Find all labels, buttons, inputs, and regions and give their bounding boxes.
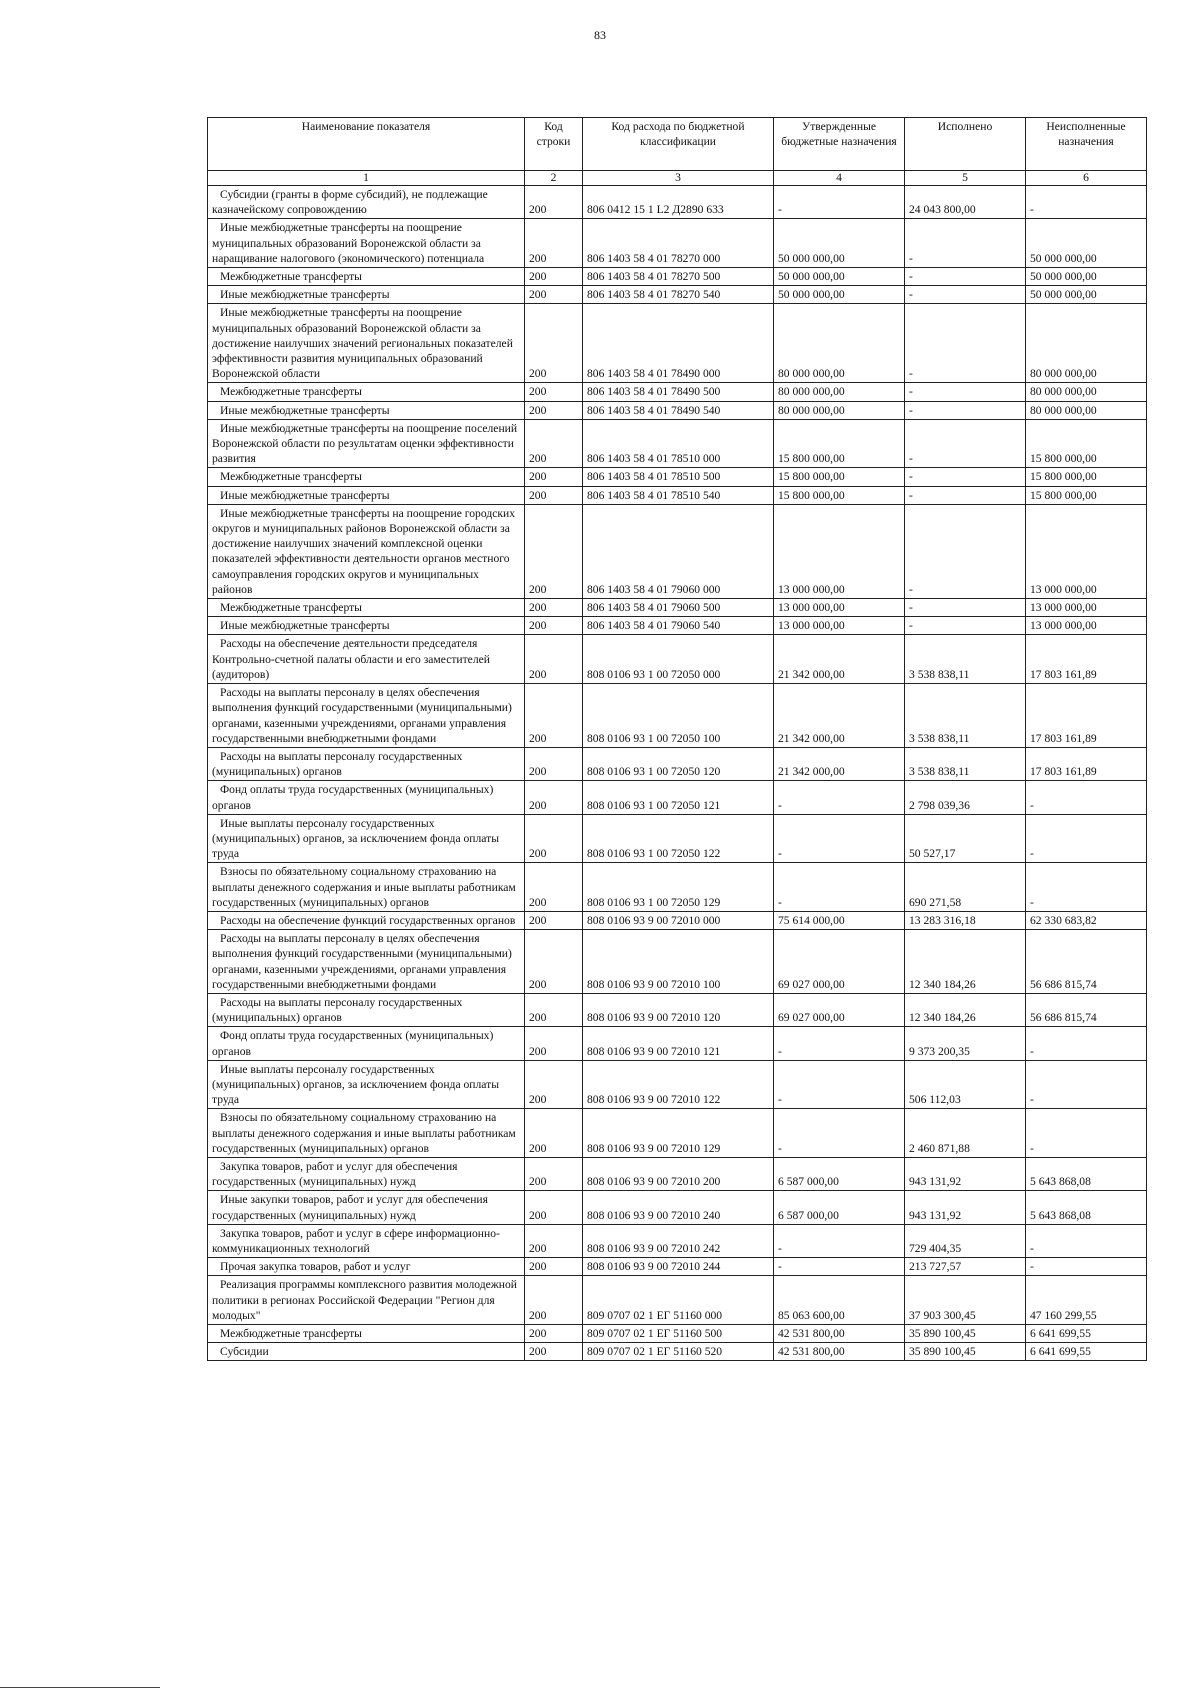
row-executed: - — [905, 617, 1026, 635]
row-indicator-name — [208, 599, 525, 617]
table-row — [208, 419, 1147, 468]
row-remaining: - — [1026, 1027, 1147, 1060]
row-indicator-text: Взносы по обязательному социальному страхованию на выплаты денежного содержания и иные выплаты работникам государственных (муниципальных) органов — [212, 865, 516, 909]
row-indicator-name — [208, 911, 525, 929]
row-executed: 729 404,35 — [905, 1224, 1026, 1257]
row-indicator-text: Фонд оплаты труда государственных (муниципальных) органов — [212, 1029, 494, 1058]
row-approved: 80 000 000,00 — [774, 401, 905, 419]
row-remaining: - — [1026, 1258, 1147, 1276]
row-indicator-name — [208, 186, 525, 219]
table-row — [208, 781, 1147, 814]
row-indicator-name — [208, 486, 525, 504]
header-indicator-name: Наименование показателя — [208, 118, 525, 171]
row-executed: - — [905, 219, 1026, 268]
row-approved: 50 000 000,00 — [774, 268, 905, 286]
row-indicator-name — [208, 617, 525, 635]
row-remaining: - — [1026, 1060, 1147, 1109]
row-approved: - — [774, 781, 905, 814]
row-indicator-name — [208, 468, 525, 486]
row-expense-code: 806 1403 58 4 01 79060 500 — [583, 599, 774, 617]
row-indicator-name — [208, 814, 525, 863]
row-indicator-name — [208, 1027, 525, 1060]
row-line-code: 200 — [525, 1343, 583, 1361]
table-row — [208, 304, 1147, 383]
row-line-code: 200 — [525, 684, 583, 748]
row-indicator-text: Реализация программы комплексного развития молодежной политики в регионах Российской Федерации "Регион для молодых" — [212, 1278, 517, 1322]
footer-rule — [0, 1687, 160, 1688]
row-indicator-name — [208, 419, 525, 468]
row-indicator-name — [208, 504, 525, 598]
row-indicator-name — [208, 1157, 525, 1190]
row-remaining: - — [1026, 814, 1147, 863]
row-executed: 3 538 838,11 — [905, 684, 1026, 748]
row-line-code: 200 — [525, 219, 583, 268]
row-executed: 2 460 871,88 — [905, 1109, 1026, 1158]
row-indicator-name — [208, 930, 525, 994]
row-indicator-text: Иные межбюджетные трансферты на поощрение городских округов и муниципальных районов Воронежской области за достижение наилучших значений комплексной оценки показателей эффективности деятельности органов местного самоуправления городских округов и муниципальных районов — [212, 506, 516, 596]
table-row — [208, 486, 1147, 504]
header-expense-code: Код расхода по бюджетной классификации — [583, 118, 774, 171]
row-approved: - — [774, 1027, 905, 1060]
row-expense-code: 808 0106 93 9 00 72010 121 — [583, 1027, 774, 1060]
row-executed: 24 043 800,00 — [905, 186, 1026, 219]
row-expense-code: 806 1403 58 4 01 78270 000 — [583, 219, 774, 268]
row-remaining: 17 803 161,89 — [1026, 747, 1147, 780]
row-indicator-name — [208, 747, 525, 780]
row-remaining: 15 800 000,00 — [1026, 486, 1147, 504]
row-remaining: 50 000 000,00 — [1026, 286, 1147, 304]
row-remaining: 13 000 000,00 — [1026, 599, 1147, 617]
row-indicator-text: Расходы на выплаты персоналу государственных (муниципальных) органов — [212, 995, 463, 1025]
row-executed: 35 890 100,45 — [905, 1343, 1026, 1361]
header-remaining: Неисполненные назначения — [1026, 118, 1147, 171]
row-remaining: 47 160 299,55 — [1026, 1276, 1147, 1325]
table-row — [208, 993, 1147, 1026]
row-executed: - — [905, 268, 1026, 286]
row-indicator-text: Расходы на обеспечение функций государственных органов — [220, 913, 516, 927]
row-expense-code: 808 0106 93 1 00 72050 000 — [583, 635, 774, 684]
table-row — [208, 747, 1147, 780]
row-approved: - — [774, 1060, 905, 1109]
row-line-code: 200 — [525, 401, 583, 419]
row-expense-code: 808 0106 93 1 00 72050 120 — [583, 747, 774, 780]
row-line-code: 200 — [525, 1276, 583, 1325]
table-row — [208, 268, 1147, 286]
row-approved: - — [774, 1224, 905, 1257]
row-executed: - — [905, 504, 1026, 598]
column-number: 4 — [774, 171, 905, 186]
row-expense-code: 808 0106 93 9 00 72010 100 — [583, 930, 774, 994]
row-expense-code: 806 1403 58 4 01 78510 500 — [583, 468, 774, 486]
row-approved: 42 531 800,00 — [774, 1343, 905, 1361]
row-line-code: 200 — [525, 781, 583, 814]
table-row — [208, 1224, 1147, 1257]
row-executed: - — [905, 419, 1026, 468]
table-row — [208, 1325, 1147, 1343]
table-row — [208, 863, 1147, 912]
row-line-code: 200 — [525, 863, 583, 912]
row-indicator-text: Межбюджетные трансферты — [220, 270, 362, 284]
row-line-code: 200 — [525, 1157, 583, 1190]
row-indicator-name — [208, 304, 525, 383]
row-indicator-name — [208, 401, 525, 419]
table-row — [208, 684, 1147, 748]
row-indicator-text: Межбюджетные трансферты — [220, 385, 362, 399]
row-remaining: 5 643 868,08 — [1026, 1191, 1147, 1224]
header-approved: Утвержденные бюджетные назначения — [774, 118, 905, 171]
row-approved: 69 027 000,00 — [774, 930, 905, 994]
row-indicator-text: Расходы на выплаты персоналу государственных (муниципальных) органов — [212, 749, 463, 779]
row-expense-code: 808 0106 93 9 00 72010 244 — [583, 1258, 774, 1276]
row-expense-code: 808 0106 93 9 00 72010 000 — [583, 911, 774, 929]
row-line-code: 200 — [525, 1325, 583, 1343]
row-indicator-name — [208, 1109, 525, 1158]
row-indicator-name — [208, 1343, 525, 1361]
row-indicator-text: Расходы на выплаты персоналу в целях обеспечения выполнения функций государственными (муниципальными) органами, казенными учреждениями, органами управления государственными внебюджетными фондами — [212, 686, 512, 745]
row-indicator-text: Закупка товаров, работ и услуг в сфере информационно-коммуникационных технологий — [212, 1226, 500, 1255]
row-indicator-text: Субсидии (гранты в форме субсидий), не подлежащие казначейскому сопровождению — [212, 188, 488, 217]
row-remaining: 17 803 161,89 — [1026, 635, 1147, 684]
row-approved: 15 800 000,00 — [774, 468, 905, 486]
table-row — [208, 219, 1147, 268]
row-expense-code: 808 0106 93 1 00 72050 129 — [583, 863, 774, 912]
row-executed: 12 340 184,26 — [905, 993, 1026, 1026]
row-executed: 12 340 184,26 — [905, 930, 1026, 994]
row-indicator-text: Межбюджетные трансферты — [220, 601, 362, 615]
row-line-code: 200 — [525, 268, 583, 286]
table-row — [208, 911, 1147, 929]
row-remaining: - — [1026, 1224, 1147, 1257]
table-row — [208, 186, 1147, 219]
row-expense-code: 806 1403 58 4 01 79060 540 — [583, 617, 774, 635]
row-approved: 13 000 000,00 — [774, 504, 905, 598]
row-executed: 506 112,03 — [905, 1060, 1026, 1109]
row-expense-code: 806 1403 58 4 01 78510 540 — [583, 486, 774, 504]
row-indicator-name — [208, 1325, 525, 1343]
row-line-code: 200 — [525, 304, 583, 383]
row-indicator-text: Иные межбюджетные трансферты на поощрение муниципальных образований Воронежской области за достижение наилучших значений региональных показателей эффективности развития муниципальных образований Воронежской области — [212, 306, 513, 381]
row-remaining: 50 000 000,00 — [1026, 268, 1147, 286]
table-row — [208, 286, 1147, 304]
row-approved: 80 000 000,00 — [774, 383, 905, 401]
row-approved: 50 000 000,00 — [774, 219, 905, 268]
row-line-code: 200 — [525, 814, 583, 863]
row-executed: - — [905, 286, 1026, 304]
row-remaining: 56 686 815,74 — [1026, 993, 1147, 1026]
row-approved: - — [774, 1258, 905, 1276]
row-indicator-text: Иные межбюджетные трансферты на поощрение поселений Воронежской области по результатам оценки эффективности развития — [212, 421, 518, 466]
row-approved: - — [774, 863, 905, 912]
table-row — [208, 468, 1147, 486]
row-line-code: 200 — [525, 286, 583, 304]
row-expense-code: 808 0106 93 9 00 72010 120 — [583, 993, 774, 1026]
row-executed: 9 373 200,35 — [905, 1027, 1026, 1060]
row-line-code: 200 — [525, 1191, 583, 1224]
table-row — [208, 599, 1147, 617]
row-remaining: 80 000 000,00 — [1026, 401, 1147, 419]
row-indicator-text: Иные закупки товаров, работ и услуг для обеспечения государственных (муниципальных) нужд — [212, 1193, 488, 1222]
row-indicator-text: Прочая закупка товаров, работ и услуг — [220, 1260, 411, 1274]
table-row — [208, 1191, 1147, 1224]
table-row — [208, 401, 1147, 419]
row-expense-code: 808 0106 93 1 00 72050 122 — [583, 814, 774, 863]
row-expense-code: 809 0707 02 1 ЕГ 51160 500 — [583, 1325, 774, 1343]
row-executed: 943 131,92 — [905, 1157, 1026, 1190]
row-indicator-text: Расходы на обеспечение деятельности председателя Контрольно-счетной палаты области и его заместителей (аудиторов) — [212, 637, 490, 681]
row-indicator-text: Иные выплаты персоналу государственных (муниципальных) органов, за исключением фонда оплаты труда — [212, 1062, 499, 1107]
row-line-code: 200 — [525, 1109, 583, 1158]
row-expense-code: 806 1403 58 4 01 78270 500 — [583, 268, 774, 286]
row-remaining: - — [1026, 781, 1147, 814]
row-indicator-name — [208, 635, 525, 684]
row-approved: 75 614 000,00 — [774, 911, 905, 929]
table-row — [208, 617, 1147, 635]
row-approved: 6 587 000,00 — [774, 1157, 905, 1190]
row-indicator-text: Фонд оплаты труда государственных (муниципальных) органов — [212, 783, 494, 812]
row-line-code: 200 — [525, 1027, 583, 1060]
row-approved: 42 531 800,00 — [774, 1325, 905, 1343]
row-executed: 213 727,57 — [905, 1258, 1026, 1276]
table-row — [208, 1157, 1147, 1190]
row-indicator-name — [208, 1276, 525, 1325]
table-row — [208, 1258, 1147, 1276]
budget-execution-sheet — [207, 117, 1146, 1361]
row-approved: 80 000 000,00 — [774, 304, 905, 383]
row-indicator-text: Межбюджетные трансферты — [220, 470, 362, 484]
row-indicator-text: Иные межбюджетные трансферты на поощрение муниципальных образований Воронежской области за наращивание налогового (экономического) потенциала — [212, 221, 485, 265]
header-line-code: Код строки — [525, 118, 583, 171]
row-line-code: 200 — [525, 419, 583, 468]
row-expense-code: 808 0106 93 9 00 72010 200 — [583, 1157, 774, 1190]
row-approved: 15 800 000,00 — [774, 419, 905, 468]
row-executed: 690 271,58 — [905, 863, 1026, 912]
row-approved: 6 587 000,00 — [774, 1191, 905, 1224]
row-approved: - — [774, 186, 905, 219]
row-executed: 37 903 300,45 — [905, 1276, 1026, 1325]
row-expense-code: 806 0412 15 1 L2 Д2890 633 — [583, 186, 774, 219]
table-row — [208, 1276, 1147, 1325]
row-expense-code: 806 1403 58 4 01 78490 000 — [583, 304, 774, 383]
row-remaining: 13 000 000,00 — [1026, 504, 1147, 598]
row-executed: - — [905, 599, 1026, 617]
row-executed: - — [905, 468, 1026, 486]
column-number: 1 — [208, 171, 525, 186]
table-row — [208, 930, 1147, 994]
row-approved: 13 000 000,00 — [774, 599, 905, 617]
row-remaining: 13 000 000,00 — [1026, 617, 1147, 635]
row-indicator-name — [208, 684, 525, 748]
row-indicator-text: Иные межбюджетные трансферты — [220, 619, 390, 633]
row-expense-code: 806 1403 58 4 01 79060 000 — [583, 504, 774, 598]
table-row — [208, 504, 1147, 598]
row-indicator-text: Иные межбюджетные трансферты — [220, 488, 390, 502]
column-number: 2 — [525, 171, 583, 186]
row-expense-code: 806 1403 58 4 01 78510 000 — [583, 419, 774, 468]
row-line-code: 200 — [525, 1258, 583, 1276]
table-row — [208, 814, 1147, 863]
row-remaining: 15 800 000,00 — [1026, 468, 1147, 486]
expenditure-table — [207, 117, 1147, 1361]
row-approved: 21 342 000,00 — [774, 747, 905, 780]
row-executed: 50 527,17 — [905, 814, 1026, 863]
row-expense-code: 806 1403 58 4 01 78490 500 — [583, 383, 774, 401]
row-indicator-name — [208, 1258, 525, 1276]
table-row — [208, 1109, 1147, 1158]
row-approved: - — [774, 814, 905, 863]
row-indicator-text: Взносы по обязательному социальному страхованию на выплаты денежного содержания и иные выплаты работникам государственных (муниципальных) органов — [212, 1111, 516, 1155]
row-approved: - — [774, 1109, 905, 1158]
row-indicator-name — [208, 863, 525, 912]
row-expense-code: 806 1403 58 4 01 78270 540 — [583, 286, 774, 304]
column-number: 6 — [1026, 171, 1147, 186]
table-row — [208, 383, 1147, 401]
row-expense-code: 806 1403 58 4 01 78490 540 — [583, 401, 774, 419]
table-row — [208, 1060, 1147, 1109]
row-expense-code: 808 0106 93 1 00 72050 121 — [583, 781, 774, 814]
row-indicator-name — [208, 268, 525, 286]
row-remaining: 80 000 000,00 — [1026, 304, 1147, 383]
row-indicator-text: Иные межбюджетные трансферты — [220, 288, 390, 302]
row-line-code: 200 — [525, 1224, 583, 1257]
row-indicator-name — [208, 993, 525, 1026]
row-executed: 35 890 100,45 — [905, 1325, 1026, 1343]
table-row — [208, 1027, 1147, 1060]
row-remaining: 6 641 699,55 — [1026, 1343, 1147, 1361]
row-executed: - — [905, 383, 1026, 401]
row-line-code: 200 — [525, 1060, 583, 1109]
row-indicator-name — [208, 1060, 525, 1109]
row-executed: - — [905, 401, 1026, 419]
table-body — [208, 186, 1147, 1361]
row-indicator-name — [208, 1224, 525, 1257]
row-approved: 69 027 000,00 — [774, 993, 905, 1026]
row-executed: 3 538 838,11 — [905, 747, 1026, 780]
row-remaining: - — [1026, 863, 1147, 912]
row-indicator-text: Закупка товаров, работ и услуг для обеспечения государственных (муниципальных) нужд — [212, 1159, 458, 1189]
row-expense-code: 808 0106 93 1 00 72050 100 — [583, 684, 774, 748]
row-line-code: 200 — [525, 993, 583, 1026]
row-line-code: 200 — [525, 930, 583, 994]
row-expense-code: 808 0106 93 9 00 72010 242 — [583, 1224, 774, 1257]
row-executed: - — [905, 486, 1026, 504]
row-indicator-name — [208, 286, 525, 304]
row-approved: 21 342 000,00 — [774, 635, 905, 684]
row-line-code: 200 — [525, 911, 583, 929]
column-number: 5 — [905, 171, 1026, 186]
table-row — [208, 635, 1147, 684]
row-expense-code: 808 0106 93 9 00 72010 240 — [583, 1191, 774, 1224]
page-number: 83 — [594, 28, 606, 42]
row-remaining: 56 686 815,74 — [1026, 930, 1147, 994]
table-header — [208, 118, 1147, 186]
row-approved: 15 800 000,00 — [774, 486, 905, 504]
row-line-code: 200 — [525, 486, 583, 504]
row-indicator-name — [208, 1191, 525, 1224]
row-executed: 3 538 838,11 — [905, 635, 1026, 684]
row-executed: - — [905, 304, 1026, 383]
row-remaining: 15 800 000,00 — [1026, 419, 1147, 468]
row-indicator-name — [208, 383, 525, 401]
row-line-code: 200 — [525, 504, 583, 598]
row-approved: 13 000 000,00 — [774, 617, 905, 635]
row-remaining: 17 803 161,89 — [1026, 684, 1147, 748]
row-remaining: 62 330 683,82 — [1026, 911, 1147, 929]
row-indicator-text: Межбюджетные трансферты — [220, 1327, 362, 1341]
row-line-code: 200 — [525, 635, 583, 684]
row-line-code: 200 — [525, 599, 583, 617]
row-approved: 50 000 000,00 — [774, 286, 905, 304]
row-line-code: 200 — [525, 617, 583, 635]
row-indicator-text: Расходы на выплаты персоналу в целях обеспечения выполнения функций государственными (муниципальными) органами, казенными учреждениями, органами управления государственными внебюджетными фондами — [212, 932, 512, 991]
row-remaining: 6 641 699,55 — [1026, 1325, 1147, 1343]
header-executed: Исполнено — [905, 118, 1026, 171]
row-remaining: 80 000 000,00 — [1026, 383, 1147, 401]
row-indicator-text: Иные межбюджетные трансферты — [220, 403, 390, 417]
row-expense-code: 809 0707 02 1 ЕГ 51160 520 — [583, 1343, 774, 1361]
row-executed: 13 283 316,18 — [905, 911, 1026, 929]
row-remaining: 5 643 868,08 — [1026, 1157, 1147, 1190]
row-indicator-name — [208, 781, 525, 814]
row-remaining: - — [1026, 1109, 1147, 1158]
row-executed: 943 131,92 — [905, 1191, 1026, 1224]
row-remaining: - — [1026, 186, 1147, 219]
row-expense-code: 809 0707 02 1 ЕГ 51160 000 — [583, 1276, 774, 1325]
column-number: 3 — [583, 171, 774, 186]
row-expense-code: 808 0106 93 9 00 72010 129 — [583, 1109, 774, 1158]
row-indicator-text: Иные выплаты персоналу государственных (муниципальных) органов, за исключением фонда оплаты труда — [212, 816, 499, 861]
row-indicator-text: Субсидии — [220, 1345, 269, 1359]
row-line-code: 200 — [525, 383, 583, 401]
table-row — [208, 1343, 1147, 1361]
row-remaining: 50 000 000,00 — [1026, 219, 1147, 268]
row-line-code: 200 — [525, 747, 583, 780]
row-executed: 2 798 039,36 — [905, 781, 1026, 814]
row-line-code: 200 — [525, 468, 583, 486]
row-approved: 85 063 600,00 — [774, 1276, 905, 1325]
row-expense-code: 808 0106 93 9 00 72010 122 — [583, 1060, 774, 1109]
row-indicator-name — [208, 219, 525, 268]
row-approved: 21 342 000,00 — [774, 684, 905, 748]
row-line-code: 200 — [525, 186, 583, 219]
